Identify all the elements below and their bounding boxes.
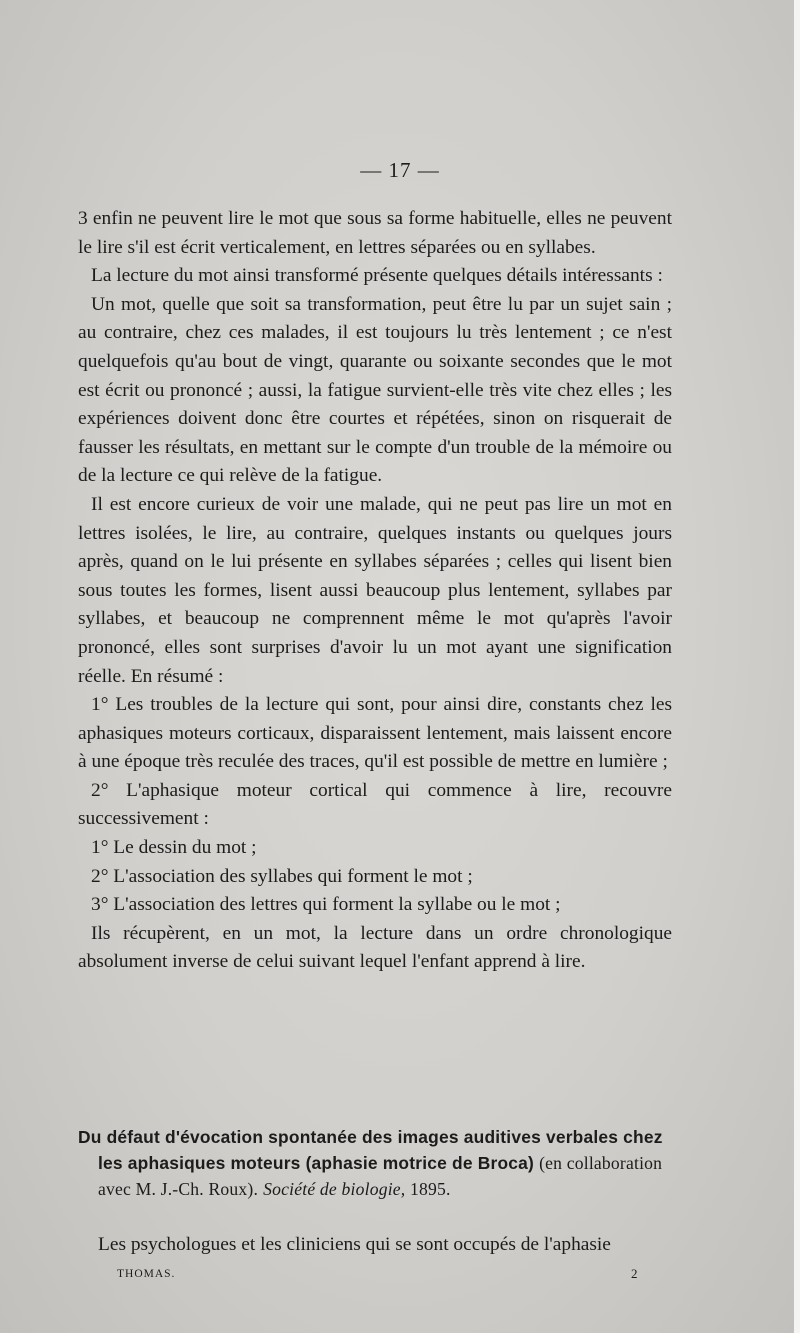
sub-item-3: 3° L'association des lettres qui forment la syllabe ou le mot ; xyxy=(91,894,561,916)
sub-item-1: 1° Le dessin du mot ; xyxy=(91,837,257,859)
body-text xyxy=(78,205,672,977)
conclusion-paragraph: Ils récupèrent, en un mot, la lecture dans un ordre chronologique absolument inverse de celui suivant lequel l'enfant apprend à lire. xyxy=(78,922,672,973)
paragraph-1: 3 enfin ne peuvent lire le mot que sous sa forme habituelle, elles ne peuvent le lire s'il est écrit verticalement, en lettres séparées ou en syllabes. xyxy=(78,208,672,258)
next-paragraph-start: Les psychologues et les cliniciens qui se sont occupés de l'aphasie xyxy=(98,1234,611,1255)
section-citation xyxy=(263,1179,450,1199)
footer-signature: 2 xyxy=(631,1266,638,1281)
footer-author: THOMAS. xyxy=(117,1268,176,1280)
page-edge xyxy=(794,0,800,1333)
journal-name: Société de biologie, xyxy=(263,1179,406,1199)
page-number: — 17 — xyxy=(360,158,440,182)
section-entry xyxy=(78,1124,675,1202)
summary-item-2: 2° L'aphasique moteur cortical qui commence à lire, recouvre successivement : xyxy=(78,779,672,830)
paragraph-3: Un mot, quelle que soit sa transformation, peut être lu par un sujet sain ; au contraire, chez ces malades, il est toujours lu très lentement ; ce n'est quelquefois qu'au bout de vingt, quarante ou soixante secondes que le mot est écrit ou prononcé ; aussi, la fatigue survient-elle très vite chez elles ; les expériences doivent donc être courtes et répétées, sinon on risquerait de fausser les résultats, en mettant sur le compte d'un trouble de la mémoire ou de la lecture ce qui relève de la fatigue. xyxy=(78,293,672,487)
paragraph-4: Il est encore curieux de voir une malade, qui ne peut pas lire un mot en lettres isolées, le lire, au contraire, quelques instants ou quelques jours après, quand on le lui présente en syllabes séparées ; celles qui lisent bien sous toutes les formes, lisent aussi beaucoup plus lentement, syllabes par syllabes, et beaucoup ne comprennent même le mot qu'après l'avoir prononcé, elles sont surprises d'avoir lu un mot ayant une signification réelle. En résumé : xyxy=(78,493,672,687)
sub-item-2: 2° L'association des syllabes qui forment le mot ; xyxy=(91,865,473,887)
section-collaboration: (en collaboration avec M. J.-Ch. Roux). xyxy=(98,1153,663,1199)
section-heading xyxy=(78,1124,675,1202)
section-title: Du défaut d'évocation spontanée des images auditives verbales chez les aphasiques moteurs (aphasie motrice de Broca) xyxy=(78,1127,663,1173)
publication-year: 1895. xyxy=(410,1179,451,1199)
summary-item-1: 1° Les troubles de la lecture qui sont, pour ainsi dire, constants chez les aphasiques moteurs corticaux, disparaissent lentement, mais laissent encore à une époque très reculée des traces, qu'il est possible de mettre en lumière ; xyxy=(78,694,672,773)
paragraph-2: La lecture du mot ainsi transformé présente quelques détails intéressants : xyxy=(91,265,663,287)
